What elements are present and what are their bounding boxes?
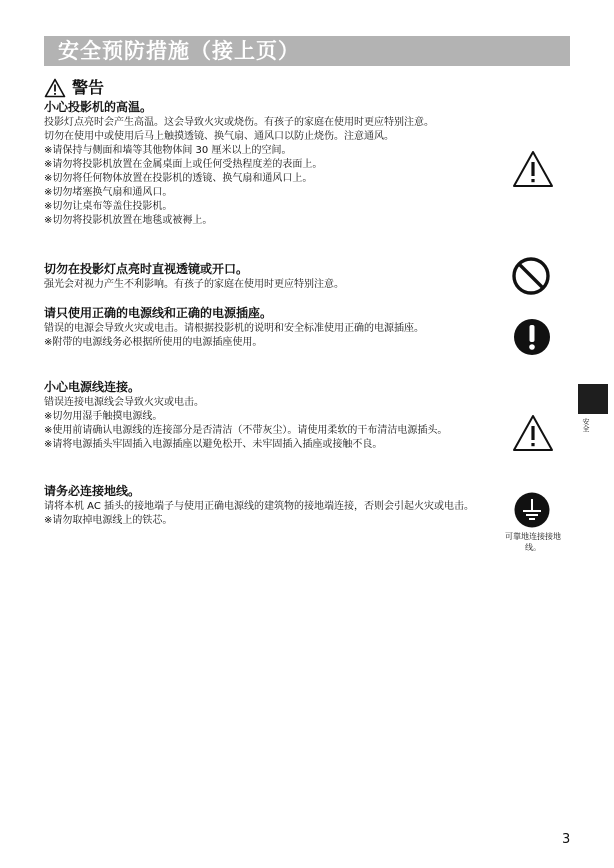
section-text: 切勿在使用中或使用后马上触摸透镜、换气扇、通风口以防止烧伤。注意通风。	[44, 131, 394, 142]
mandatory-exclamation-icon	[513, 318, 551, 356]
section-note: ※切勿将任何物体放置在投影机的透镜、换气扇和通风口上。	[44, 173, 313, 184]
section-title: 小心投影机的高温。	[44, 100, 153, 114]
section-note: ※切勿将投影机放置在地毯或被褥上。	[44, 215, 213, 226]
section-text: 投影灯点亮时会产生高温。这会导致火灾或烧伤。有孩子的家庭在使用时更应特别注意。	[44, 117, 434, 128]
section-text: 错误的电源会导致火灾或电击。请根据投影机的说明和安全标准使用正确的电源插座。	[44, 323, 424, 334]
section-note: ※使用前请确认电源线的连接部分是否清洁（不带灰尘）。请使用柔软的干布清洁电源插头。	[44, 425, 448, 436]
section-title: 请只使用正确的电源线和正确的电源插座。	[44, 306, 273, 320]
section-note: ※切勿用湿手触摸电源线。	[44, 411, 163, 422]
section-note: ※请保持与侧面和墙等其他物体间 30 厘米以上的空间。	[44, 145, 292, 156]
section-note: ※切勿让桌布等盖住投影机。	[44, 201, 173, 212]
section-note: ※请勿取掉电源线上的铁芯。	[44, 515, 173, 526]
section-note: ※切勿堵塞换气扇和通风口。	[44, 187, 173, 198]
section-ground-wire	[44, 483, 496, 528]
section-note: ※附带的电源线务必根据所使用的电源插座使用。	[44, 337, 263, 348]
section-note: ※请将电源插头牢固插入电源插座以避免松开、未牢固插入插座或接触不良。	[44, 439, 383, 450]
section-power-cord	[44, 305, 496, 350]
warning-triangle-icon	[44, 78, 66, 98]
caution-triangle-icon	[512, 414, 554, 452]
warning-label: 警告	[72, 78, 105, 97]
prohibition-icon	[511, 256, 551, 296]
title-bar	[44, 36, 570, 66]
section-high-temperature	[44, 99, 496, 228]
section-text: 强光会对视力产生不利影响。有孩子的家庭在使用时更应特别注意。	[44, 279, 344, 290]
caution-triangle-icon	[512, 150, 554, 188]
section-title: 小心电源线连接。	[44, 380, 141, 394]
page-number: 3	[562, 832, 571, 847]
warning-header	[44, 76, 104, 100]
side-tab	[578, 384, 608, 414]
page-title: 安全预防措施（接上页）	[58, 39, 300, 63]
section-cord-connection	[44, 379, 496, 452]
section-do-not-look	[44, 261, 496, 292]
ground-icon-caption: 可靠地连接接地线。	[505, 532, 561, 552]
section-title: 请务必连接地线。	[44, 484, 141, 498]
ground-icon	[514, 492, 550, 528]
section-text: 请将本机 AC 插头的接地端子与使用正确电源线的建筑物的接地端连接，否则会引起火灾或电击。	[44, 501, 475, 512]
section-note: ※请勿将投影机放置在金属桌面上或任何受热程度差的表面上。	[44, 159, 323, 170]
section-text: 错误连接电源线会导致火灾或电击。	[44, 397, 204, 408]
section-title: 切勿在投影灯点亮时直视透镜或开口。	[44, 262, 249, 276]
side-tab-label: 安全	[582, 418, 590, 432]
